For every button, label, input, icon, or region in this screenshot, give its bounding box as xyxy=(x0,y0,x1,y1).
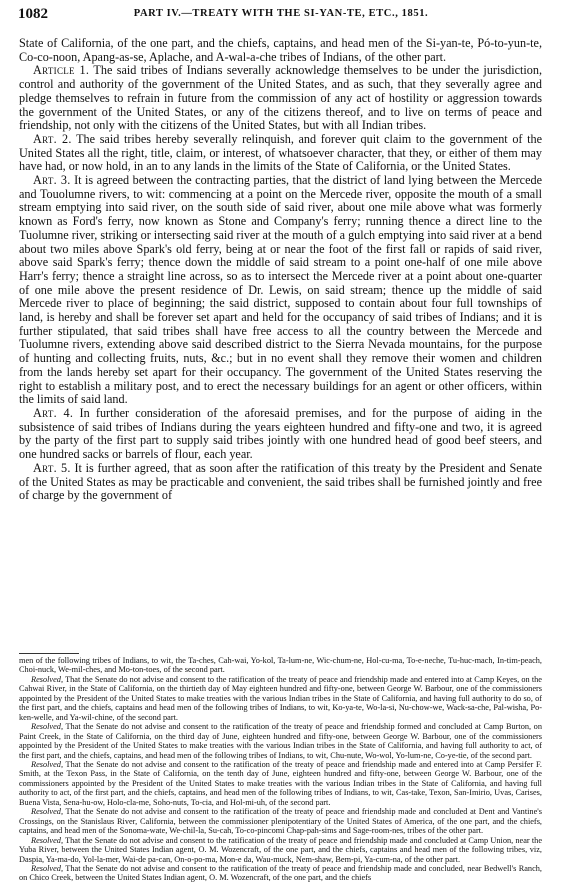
footnote-text: men of the following tribes of Indians, to wit, the Ta-ches, Cah-wai, Yo-kol, Ta-lum-ne, Wic-chum-ne, Hol-cu-ma, To-e-neche, Tu-huc-mach, In-tim-peach, Choi-nuck, We-mil-ches, and Mo-ton-toes, of the second part. xyxy=(19,656,542,675)
footnotes xyxy=(19,656,542,883)
running-title: PART IV.—TREATY WITH THE SI-YAN-TE, ETC., 1851. xyxy=(133,8,429,19)
footnote-resolution xyxy=(19,836,542,864)
article-text: In further consideration of the aforesaid premises, and for the purpose of aiding in the subsistence of said tribes of Indians during the years eighteen hundred and fifty-one and two, it is agreed by the party of the first part to supply said tribes jointly with one hundred head of good beef steers, and one hundred sacks or barrels of flour, each year. xyxy=(19,405,542,462)
article-label: Art. 3. xyxy=(33,173,71,188)
footnote-text: That the Senate do not advise and consent to the ratification of the treaty of peace and friendship made and entered into at Camp Persifer F. Smith, at the Texon Pass, in the State of California, on the tenth day of June, eighteen hundred and fifty-one, between George W. Barbour, one of the commissioners appointed by the President of the United States to make treaties with the various Indian tribes in the State of California, and having full authority to act, of the first part, and the chiefs, captains, and head men of the following tribes of Indians, to wit, Cas-take, Texon, San-Imirio, Uvas, Carises, Buena Vista, Sena-hu-ow, Holo-cla-me, Soho-nuts, To-cia, and Hol-mi-uh, of the second part. xyxy=(19,759,542,807)
footnote-continuation xyxy=(19,656,542,675)
article-3 xyxy=(19,174,542,407)
article-text: The said tribes of Indians severally acknowledge themselves to be under the jurisdiction, control and authority of the government of the United States, and as such, that they severally agree and pledge themselves to refrain in future from the commission of any act of hostility or aggression towards the government of the United States, or any of the citizens thereof, and to live on terms of peace and friendship, not only with the citizens of the United States, but with all Indian tribes. xyxy=(19,63,542,133)
resolved-label: Resolved, xyxy=(31,863,64,873)
resolved-label: Resolved, xyxy=(31,807,64,817)
article-label: Art. 5. xyxy=(33,460,71,475)
article-1 xyxy=(19,64,542,133)
footnote-text: That the Senate do not advise and consent to the ratification of the treaty of peace and friendship formed and concluded at Camp Burton, on Paint Creek, in the State of California, on the third day of June, eighteen hundred and fifty-one, between George W. Barbour, one of the commissioners appointed by the President of the United States to make treaties with the various Indian tribes in the State of California, and having full authority to act, of the first part, and the chiefs, captains, and head men of the following tribes of Indians, to wit, Chu-nute, Wo-wol, Yo-lum-ne, Co-ye-tie, of the second part. xyxy=(19,722,542,760)
resolved-label: Resolved, xyxy=(31,722,64,732)
intro-paragraph: State of California, of the one part, and the chiefs, captains, and head men of the Si-yan-te, Pó-to-yun-te, Co-co-noon, Apang-as-se, Aplache, and A-wal-a-che tribes of Indians, of the other part. xyxy=(19,36,542,64)
footnote-resolution xyxy=(19,675,542,722)
page-number: 1082 xyxy=(18,6,48,22)
page-header xyxy=(18,6,544,24)
resolved-label: Resolved, xyxy=(31,674,64,684)
footnote-text: That the Senate do not advise and consent to the ratification of the treaty of peace and friendship made and concluded, near Bedwell's Ranch, on Chico Creek, between the United States Indian agent, O. M. Wozencraft, of the one part, and the chiefs xyxy=(19,863,542,883)
article-text: It is agreed between the contracting parties, that the district of land lying between the Mercede and Touolumne rivers, to wit: commencing at a point on the Mercede river, opposite the mouth of a small stream emptying into said river, on the south side of said river, about one mile above what was formerly known as Ford's ferry, now known as Stone and Company's ferry; running thence a direct line to the Tuolumne river, striking or intersecting said river at the mouth of a gulch emptying into said river at a bend about two miles above Spark's old ferry, being at or near the foot of the first fall or rapids of said river, above said Spark's ferry; thence down the middle of said stream to a point one-half of one mile above Harr's ferry; thence a straight line across, so as to intersect the Mercede river at a point about one-quarter of one mile above the present residence of Dr. Lewis, on said stream; thence up the middle of said Mercede river to place of beginning; the said district, supposed to contain about four full townships of land, is hereby and shall be forever set apart and held for the occupancy of said tribes of Indians; and it is further stipulated, that said tribes shall have free access to all the country between the Mercede and Tuolumne rivers, extending above said described district to the Sierra Nevada mountains, for the purpose of hunting and collecting fruits, nuts, &c.; but in no event shall they remove their women and children from the lands hereby set apart for their occupancy. The government of the United States reserving the right to establish a military post, and to erect the necessary buildings for an agent or other officers, within the limits of said land. xyxy=(19,173,543,407)
footnote-resolution xyxy=(19,760,542,807)
article-5 xyxy=(19,462,542,503)
footnote-text: That the Senate do not advise and consent to the ratification of the treaty of peace and friendship made and concluded at Dent and Vantine's Crossings, on the Stanislaus River, California, between the commissioner plenipotentiary of the United States of America, of the one part, and the chiefs, captains, and head men of the Sonoma-wate, We-chil-la, Su-cah, To-co-pincomi Chap-pah-sims and Sage-room-nes, tribes of the other part. xyxy=(19,807,542,836)
article-text: It is further agreed, that as soon after the ratification of this treaty by the President and Senate of the United States as may be practicable and convenient, the said tribes shall be furnished jointly and free of charge by the government of xyxy=(19,460,542,503)
article-2 xyxy=(19,133,542,174)
article-text: The said tribes hereby severally relinquish, and forever quit claim to the government of the United States all the right, title, claim, or interest, of whatsoever character, that they, or either of them may have had, or now hold, in an to any lands in the limits of the State of California, or the United States. xyxy=(19,131,542,174)
resolved-label: Resolved, xyxy=(31,759,64,769)
footnote-resolution xyxy=(19,807,542,835)
footnote-resolution xyxy=(19,722,542,760)
article-label: Art. 2. xyxy=(33,131,72,146)
treaty-body xyxy=(19,37,542,503)
article-4 xyxy=(19,407,542,462)
article-label: Art. 4. xyxy=(33,405,74,420)
article-label: Article 1. xyxy=(33,63,90,78)
footnote-divider xyxy=(19,653,79,654)
footnote-text: That the Senate do not advise and consent to the ratification of the treaty of peace and friendship made and entered into at Camp Keyes, on the Cahwai River, in the State of California, on the thirtieth day of May eighteen hundred and fifty-one, between George W. Barbour, one of the commissioners appointed by the President of the United States to make treaties with the various Indian tribes in the State of California, and having full authority to do so, of the first part, and the chiefs, captains and head men of the following tribes of Indians, to wit, Ko-ya-te, Wo-la-si, Nu-chow-we, Wack-sa-che, Pal-wisha, Po-ken-welle, and Ya-wil-chine, of the second part. xyxy=(19,674,542,722)
footnote-text: That the Senate do not advise and consent to the ratification of the treaty of peace and friendship made and concluded at Camp Union, near the Yuba River, between the United States Indian agent, O. M. Wozencraft, of the one part, and the chiefs, captains and head men of the following tribes, viz, Daspia, Ya-ma-do, Yol-la-mer, Wai-de pa-can, On-o-po-ma, Mon-e da, Wau-muck, Nem-shaw, Bem-pi, Ya-cum-na, of the other part. xyxy=(19,835,542,864)
footnote-resolution xyxy=(19,864,542,883)
resolved-label: Resolved, xyxy=(31,835,64,845)
